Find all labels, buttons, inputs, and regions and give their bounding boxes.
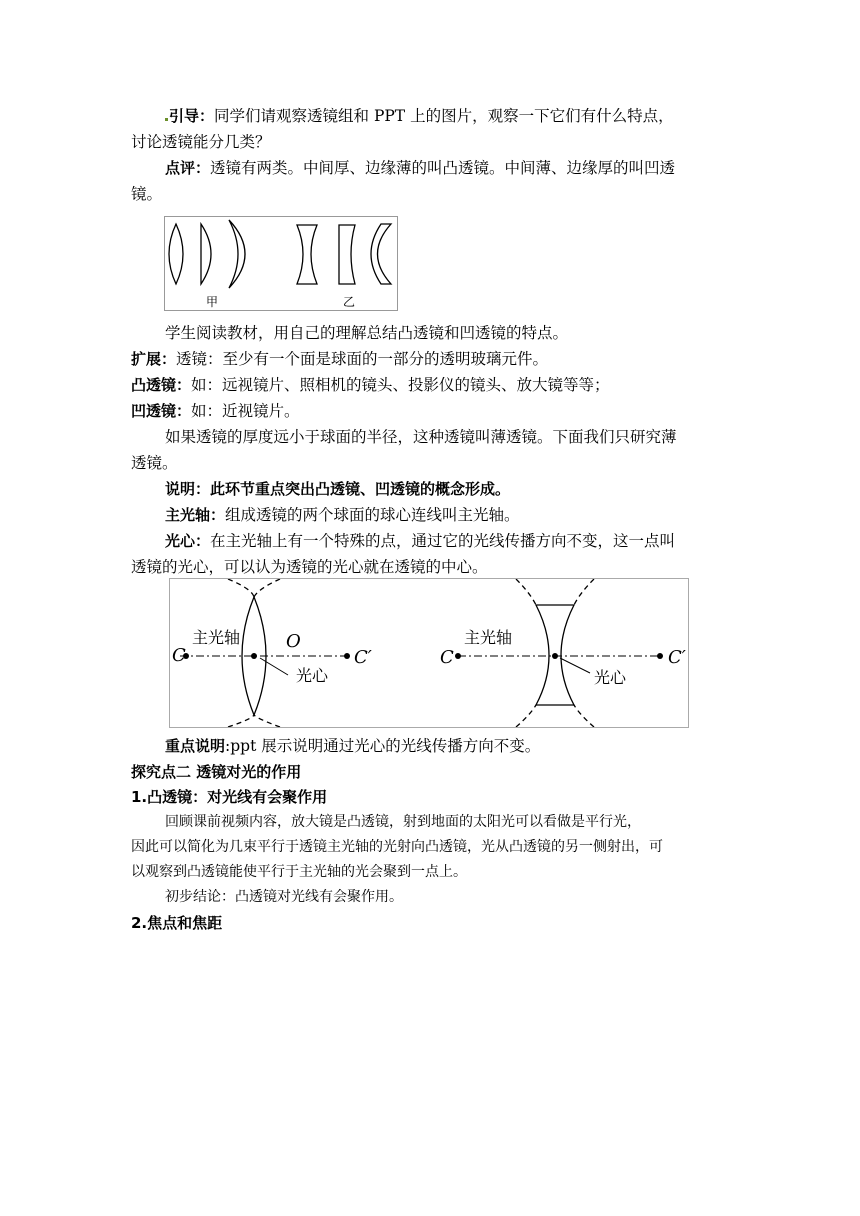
biconvex-lens: [169, 224, 183, 284]
axis-label-right: 主光轴: [464, 628, 513, 647]
biconcave-lens: [297, 225, 317, 284]
optical-center-drawing: [170, 579, 688, 727]
edit-marker-icon: [165, 118, 168, 121]
point-c-prime-right: [657, 653, 663, 659]
c-prime-label-left: C′: [354, 647, 372, 668]
optical-center-text: 在主光轴上有一个特殊的点，通过它的光线传播方向不变，这一点叫: [210, 532, 676, 550]
principal-axis-label: 主光轴：: [165, 506, 226, 524]
subheading-convex: 1.凸透镜：对光线有会聚作用: [131, 788, 328, 806]
convex-label: 凸透镜：: [131, 376, 192, 394]
point-c-prime-left: [344, 653, 350, 659]
optical-center-label: 光心：: [165, 532, 211, 550]
center-label-right: 光心: [594, 668, 627, 687]
o-label-left: O: [286, 631, 301, 652]
center-label-left: 光心: [296, 666, 329, 685]
point-o-right: [552, 653, 558, 659]
subheading-focus: 2.焦点和焦距: [131, 914, 223, 932]
extension-paragraph: [131, 346, 731, 372]
review-line-2: 因此可以简化为几束平行于透镜主光轴的光射向凸透镜，光从凸透镜的另一侧射出，可: [131, 839, 663, 855]
convex-paragraph: [131, 372, 731, 398]
meniscus-convex-lens: [229, 220, 245, 288]
comment-text: 透镜有两类。中间厚、边缘薄的叫凸透镜。中间薄、边缘厚的叫凹透: [210, 159, 676, 177]
concave-arc-bottom-left: [516, 705, 536, 727]
review-line-3: 以观察到凸透镜能使平行于主光轴的光会聚到一点上。: [131, 864, 467, 880]
principal-axis-paragraph: [131, 502, 731, 528]
concave-label: 凹透镜：: [131, 402, 192, 420]
comment-paragraph: [131, 155, 731, 181]
student-reading: 学生阅读教材，用自己的理解总结凸透镜和凹透镜的特点。: [165, 324, 569, 342]
planoconvex-lens: [201, 224, 211, 284]
pointer-line-left: [260, 658, 288, 675]
concave-arc-top-right: [574, 579, 594, 605]
c-label-left: C: [172, 645, 186, 666]
lens-types-figure: [164, 216, 398, 311]
axis-label-left: 主光轴: [192, 628, 241, 647]
c-label-right: C: [440, 647, 454, 668]
optical-center-continuation: 透镜的光心，可以认为透镜的光心就在透镜的中心。: [131, 558, 488, 576]
key-explanation-label: 重点说明: [165, 737, 226, 755]
convex-text: 如：远视镜片、照相机的镜头、投影仪的镜头、放大镜等等；: [191, 376, 610, 394]
comment-continuation: 镜。: [131, 185, 163, 203]
concave-arc-bottom-right: [574, 705, 594, 727]
optical-center-paragraph: [131, 528, 731, 554]
thin-lens-paragraph: 如果透镜的厚度远小于球面的半径，这种透镜叫薄透镜。下面我们只研究薄: [165, 428, 677, 446]
section-heading: 探究点二 透镜对光的作用: [131, 763, 302, 781]
extension-label: 扩展：: [131, 350, 177, 368]
concave-text: 如：近视镜片。: [191, 402, 300, 420]
concave-paragraph: [131, 398, 731, 424]
principal-axis-text: 组成透镜的两个球面的球心连线叫主光轴。: [225, 506, 520, 524]
guide-text: 同学们请观察透镜组和 PPT 上的图片，观察一下它们有什么特点，: [214, 107, 674, 125]
key-explanation-paragraph: [131, 733, 731, 759]
arc-dashed-top-left: [228, 579, 254, 597]
guide-continuation: 讨论透镜能分几类？: [131, 133, 271, 151]
preliminary-conclusion: 初步结论：凸透镜对光线有会聚作用。: [165, 889, 403, 905]
c-prime-label-right: C′: [668, 647, 686, 668]
guide-paragraph: [131, 103, 731, 129]
planoconcave-lens: [339, 225, 355, 284]
key-explanation-text: :ppt 展示说明通过光心的光线传播方向不变。: [225, 737, 541, 755]
meniscus-concave-lens: [371, 224, 391, 284]
concave-arc-top-left: [516, 579, 536, 605]
arc-dashed-bottom-right: [254, 715, 280, 727]
comment-label: 点评：: [165, 159, 211, 177]
extension-text: 透镜：至少有一个面是球面的一部分的透明玻璃元件。: [176, 350, 549, 368]
figure-label-right: 乙: [343, 295, 356, 309]
point-c-right: [455, 653, 461, 659]
lens-types-drawing: [165, 217, 397, 310]
optical-center-figure: [169, 578, 689, 728]
arc-dashed-bottom-left: [228, 715, 254, 727]
review-line-1: 回顾课前视频内容，放大镜是凸透镜，射到地面的太阳光可以看做是平行光，: [165, 814, 641, 830]
explanation-paragraph: 说明：此环节重点突出凸透镜、凹透镜的概念形成。: [165, 480, 511, 498]
figure-label-left: 甲: [206, 295, 219, 309]
arc-dashed-top-right: [254, 579, 280, 597]
thin-lens-continuation: 透镜。: [131, 454, 178, 472]
point-o-left: [251, 653, 257, 659]
guide-label: 引导：: [169, 107, 215, 125]
pointer-line-right: [560, 658, 590, 673]
